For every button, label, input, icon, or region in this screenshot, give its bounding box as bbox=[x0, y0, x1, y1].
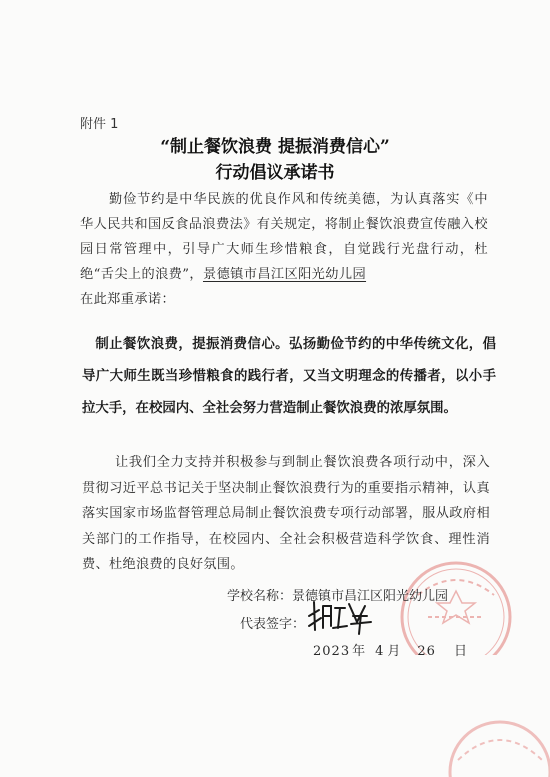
document-subtitle: 行动倡议承诺书 bbox=[215, 163, 335, 183]
seal-stamp-partial bbox=[430, 700, 550, 777]
school-name-value: 景德镇市昌江区阳光幼儿园 bbox=[292, 589, 449, 604]
representative-signature-line bbox=[240, 613, 305, 632]
document-title: “制止餐饮浪费 提振消费信心” bbox=[160, 137, 390, 157]
school-name-underlined: 景德镇市昌江区阳光幼儿园 bbox=[202, 267, 367, 282]
date-month-unit: 月 bbox=[387, 644, 402, 659]
date-day: 26 bbox=[417, 644, 436, 659]
signing-date bbox=[313, 640, 468, 659]
date-year-unit: 年 bbox=[352, 644, 367, 659]
representative-label: 代表签字： bbox=[240, 617, 306, 632]
attachment-label: 附件 1 bbox=[80, 117, 119, 132]
paragraph-intro-text: 勤俭节约是中华民族的优良作风和传统美德，为认真落实《中华人民共和国反食品浪费法》有关规定，将制止餐饮浪费宣传融入校园日常管理中，引导广大师生珍惜粮食，自觉践行光盘行动，杜绝“舌尖上的浪费”， bbox=[80, 192, 488, 282]
date-day-unit: 日 bbox=[453, 644, 468, 659]
date-month: 4 bbox=[375, 644, 385, 659]
paragraph-intro bbox=[80, 187, 488, 312]
paragraph-call-to-action: 让我们全力支持并积极参与到制止餐饮浪费各项行动中，深入贯彻习近平总书记关于坚决制止餐饮浪费行为的重要指示精神，认真落实国家市场监督管理总局制止餐饮浪费专项行动部署，服从政府相关部门的工作指导，在校园内、全社会积极营造科学饮食、理性消费、杜绝浪费的良好氛围。 bbox=[82, 455, 490, 572]
paragraph-pledge: 制止餐饮浪费，提振消费信心。弘扬勤俭节约的中华传统文化，倡导广大师生既当珍惜粮食的践行者，又当文明理念的传播者，以小手拉大手，在校园内、全社会努力营造制止餐饮浪费的浓厚氛围。 bbox=[82, 337, 496, 416]
date-year: 2023 bbox=[313, 644, 351, 659]
school-name-label: 学校名称： bbox=[227, 589, 293, 604]
handwritten-signature bbox=[305, 596, 385, 636]
paragraph-intro-tail: 在此郑重承诺： bbox=[80, 292, 176, 307]
